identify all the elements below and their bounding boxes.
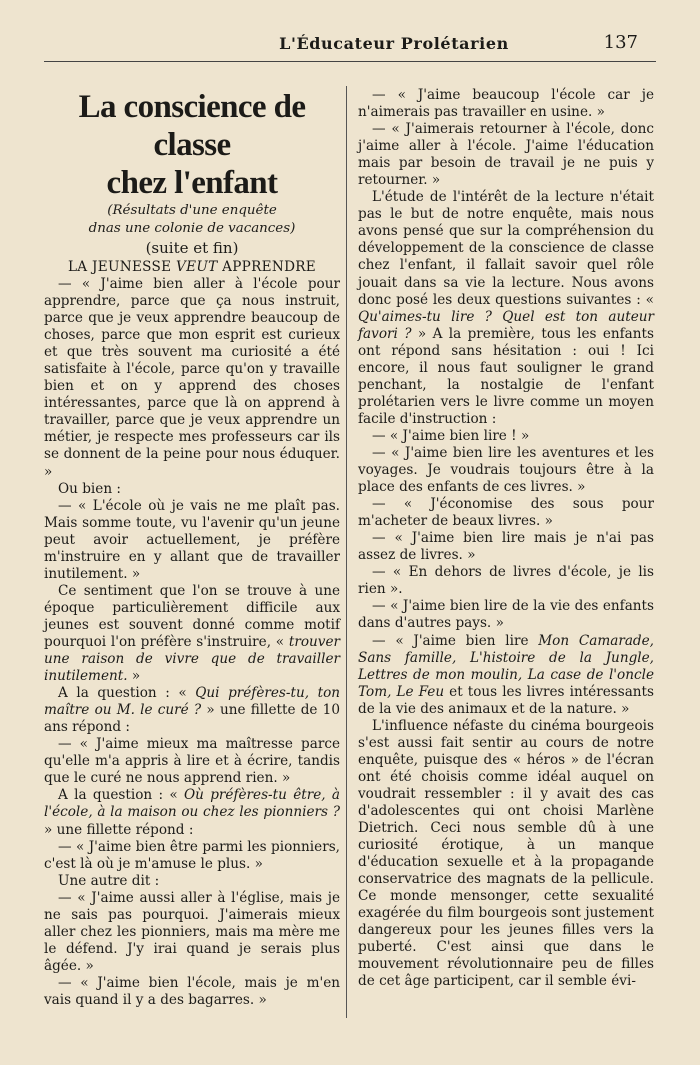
paragraph-text: A la question : «	[58, 787, 184, 804]
paragraph-text: »	[127, 668, 141, 685]
paragraph-text: — « J'aime bien lire	[372, 632, 539, 649]
paragraph-text: » A la première, tous les enfants ont répond sans hésitation : oui ! Ici encore, il nous faut souligner le grand penchant, la nostalgie de l'enfant prolétarien vers le livre comme un moyen facile d'instruction :	[358, 325, 654, 427]
paragraph-text: et tous les livres intéressants de la vie des animaux et de la nature. »	[358, 683, 654, 717]
subtitle-line-2: dnas une colonie de vacances)	[88, 221, 296, 236]
left-column	[44, 88, 340, 1009]
title-line-2: chez l'enfant	[106, 165, 278, 201]
paragraph: Une autre dit :	[58, 872, 160, 889]
section-heading-em: VEUT	[176, 259, 218, 275]
paragraph: — « J'aime bien l'école, mais je m'en vais quand il y a des bagarres. »	[44, 974, 340, 1008]
paragraph-italic: trouver une raison de vivre que de travailler inutilement.	[44, 633, 340, 685]
journal-title: L'Éducateur Prolétarien	[279, 34, 509, 53]
paragraph: — « J'aime bien lire les aventures et les voyages. Je voudrais toujours être à la place des enfants de ces livres. »	[358, 444, 654, 496]
column-divider	[346, 86, 347, 1018]
paragraph: — « L'école où je vais ne me plaît pas. Mais somme toute, vu l'avenir qu'un jeune peut avoir actuellement, je préfère m'instruire en y allant que de travailler inutilement. »	[44, 497, 340, 582]
suite-et-fin: (suite et fin)	[145, 239, 239, 257]
paragraph-text: L'étude de l'intérêt de la lecture n'était pas le but de notre enquête, mais nous avons pensé que sur la compréhension du développement de la conscience de classe chez l'enfant, il fallait savoir quel rôle jouait dans sa vie la lecture. Nous avons donc posé les deux questions suivantes : «	[358, 189, 654, 308]
paragraph-text: A la question : «	[58, 685, 196, 702]
article-title	[44, 88, 340, 202]
paragraph-italic: Où préfères-tu être, à l'école, à la maison ou chez les pionniers ?	[44, 787, 340, 821]
paragraph: — « J'aime bien être parmi les pionniers, c'est là où je m'amuse le plus. »	[44, 838, 340, 872]
paragraph: — « J'aime bien lire mais je n'ai pas assez de livres. »	[358, 530, 654, 564]
paragraph-text: Ce sentiment que l'on se trouve à une époque particulièrement difficile aux jeunes est souvent donné comme motif pourquoi l'on préfère s'instruire, «	[44, 582, 340, 650]
paragraph: Ou bien :	[58, 480, 121, 497]
paragraph: — « En dehors de livres d'école, je lis rien ».	[358, 564, 654, 598]
paragraph: — « J'aime beaucoup l'école car je n'aimerais pas travailler en usine. »	[358, 87, 654, 121]
header-rule	[44, 61, 656, 62]
paragraph: — « J'aimerais retourner à l'école, donc j'aime aller à l'école. J'aime l'éducation mais par besoin de travail je ne puis y retourner. »	[358, 121, 654, 189]
paragraph-italic: Qu'aimes-tu lire ? Quel est ton auteur favori ?	[358, 308, 654, 342]
subtitle-line-1: (Résultats d'une enquête	[107, 203, 277, 218]
paragraph	[44, 583, 340, 685]
right-column	[358, 87, 654, 990]
paragraph-text: » une fillette de 10 ans répond :	[44, 702, 340, 736]
paragraph: — « J'aime mieux ma maîtresse parce qu'elle m'a appris à lire et à écrire, tandis que le curé ne nous apprend rien. »	[44, 736, 340, 787]
paragraph-text: » une fillette répond :	[44, 821, 194, 838]
paragraph	[358, 633, 654, 718]
paragraph	[44, 787, 340, 838]
paragraph	[44, 685, 340, 736]
section-heading-post: APPRENDRE	[217, 259, 317, 275]
section-heading-pre: LA JEUNESSE	[67, 259, 177, 275]
article-subtitle	[44, 202, 340, 238]
paragraph: — « J'aime aussi aller à l'église, mais je ne sais pas pourquoi. J'aimerais mieux aller chez les pionniers, mais ma mère me le défend. J'y irai quand je serais plus âgée. »	[44, 889, 340, 974]
paragraph: — « J'aime bien lire ! »	[372, 427, 530, 444]
title-line-1: La conscience de classe	[78, 89, 306, 163]
paragraph: — « J'aime bien lire de la vie des enfants dans d'autres pays. »	[358, 598, 654, 632]
running-head	[44, 34, 656, 60]
paragraph	[358, 189, 654, 428]
paragraph: L'influence néfaste du cinéma bourgeois s'est aussi fait sentir au cours de notre enquête, puisque des « héros » de l'écran ont été choisis comme idéal auquel on voudrait ressembler : il y avait des cas d'adolescentes qui ont choisi Marlène Dietrich. Ceci nous semble dû à une curiosité érotique, à un manque d'éducation sexuelle et à la propagande conservatrice des magnats de la pellicule. Ce monde mensonger, cette sexualité exagérée du film bourgeois sont justement dangereux pour les jeunes filles vers la puberté. C'est ainsi que dans le mouvement révolutionnaire peu de filles de cet âge participent, car il semble évi-	[358, 717, 654, 990]
page-number: 137	[603, 32, 638, 53]
paragraph: — « J'économise des sous pour m'acheter de beaux livres. »	[358, 496, 654, 530]
paragraph-italic: Qui préfères-tu, ton maître ou M. le curé ?	[44, 685, 341, 719]
paragraph: — « J'aime bien aller à l'école pour apprendre, parce que ça nous instruit, parce que je veux apprendre beaucoup de choses, parce que mon esprit est curieux et que très souvent ma curiosité a été satisfaite à l'école, parce qu'on y travaille bien et on y apprend des choses intéressantes, parce que là on apprend à travailler, parce que je veux apprendre un métier, je respecte mes professeurs car ils se donnent de la peine pour nous éduquer. »	[44, 276, 340, 480]
paragraph-italic: Mon Camarade, Sans famille, L'histoire de la Jungle, Lettres de mon moulin, La case de l'oncle Tom, Le Feu	[358, 632, 654, 700]
section-heading	[44, 258, 340, 276]
